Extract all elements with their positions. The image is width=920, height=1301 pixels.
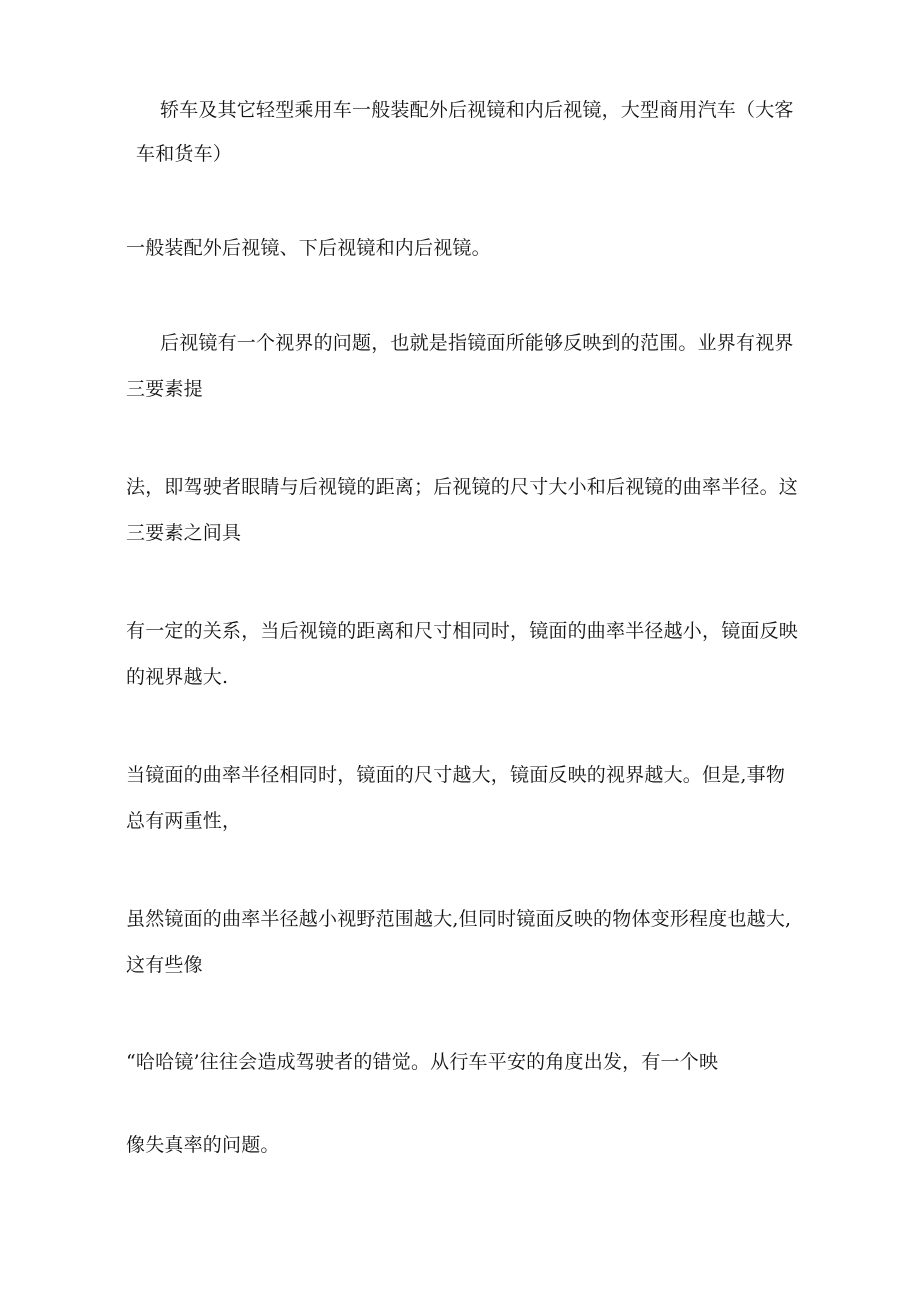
- paragraph-5-line-1: 有一定的关系，当后视镜的距离和尺寸相同时，镜面的曲率半径越小，镜面反映: [126, 620, 799, 642]
- paragraph-5-line-2: 的视界越大.: [126, 666, 229, 688]
- paragraph-2-line-1: 一般装配外后视镜、下后视镜和内后视镜。: [126, 237, 491, 259]
- paragraph-3-line-1: 后视镜有一个视界的问题，也就是指镜面所能够反映到的范围。业界有视界: [160, 332, 794, 354]
- paragraph-4-line-2: 三要素之间具: [126, 522, 242, 544]
- paragraph-7-line-1: 虽然镜面的曲率半径越小视野范围越大,但同时镜面反映的物体变形程度也越大,: [126, 908, 792, 930]
- paragraph-8-line-2: 像失真率的问题。: [126, 1134, 280, 1156]
- paragraph-3-line-2: 三要素提: [126, 378, 203, 400]
- paragraph-4-line-1: 法，即驾驶者眼睛与后视镜的距离；后视镜的尺寸大小和后视镜的曲率半径。这: [126, 476, 799, 498]
- paragraph-6-line-1: 当镜面的曲率半径相同时，镜面的尺寸越大，镜面反映的视界越大。但是,事物: [126, 764, 786, 786]
- paragraph-8-line-1: “哈哈镜’往往会造成驾驶者的错觉。从行车平安的角度出发，有一个映: [126, 1051, 719, 1073]
- paragraph-1-line-1: 轿车及其它轻型乘用车一般装配外后视镜和内后视镜，大型商用汽车（大客: [160, 99, 794, 121]
- paragraph-6-line-2: 总有两重性，: [126, 810, 242, 832]
- paragraph-1-line-2: 车和货车）: [136, 143, 233, 165]
- paragraph-7-line-2: 这有些像: [126, 954, 203, 976]
